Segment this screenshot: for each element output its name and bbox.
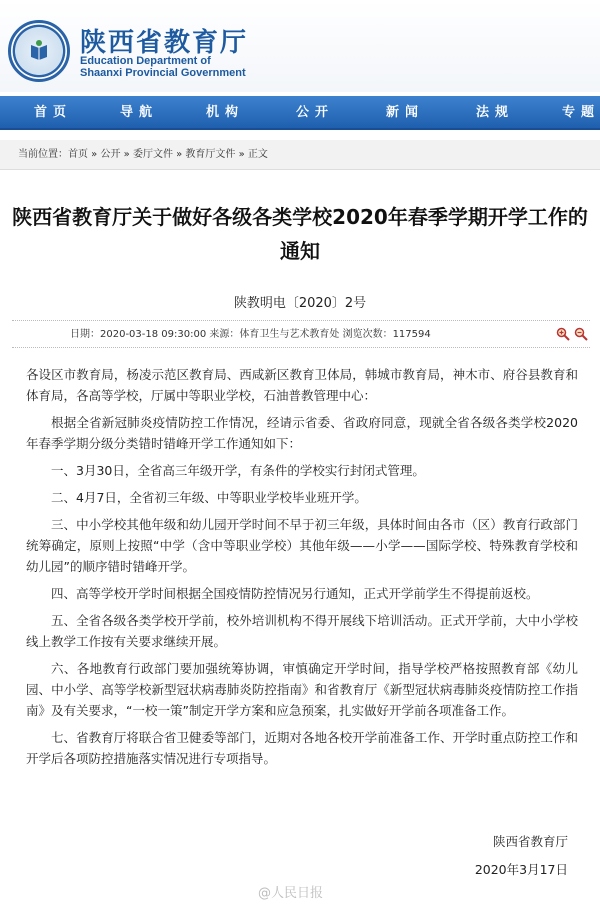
site-title-cn[interactable]: 陕西省教育厅	[80, 28, 249, 58]
body-paragraph: 五、全省各级各类学校开学前，校外培训机构不得开展线下培训活动。正式开学前，大中小学校线上教学工作按有关要求继续开展。	[26, 613, 578, 649]
nav-regulations[interactable]: 法规	[476, 105, 515, 120]
site-title-en-line1: Education Department of	[80, 55, 211, 67]
document-number: 陕教明电〔2020〕2号	[233, 296, 367, 311]
body-paragraph: 根据全省新冠肺炎疫情防控工作情况，经请示省委、省政府同意，现就全省各级各类学校2020年春季学期分级分类错时错峰开学工作通知如下：	[26, 415, 578, 451]
body-paragraph: 一、3月30日，全省高三年级开学，有条件的学校实行封闭式管理。	[51, 463, 425, 478]
nav-guide[interactable]: 导航	[120, 105, 159, 120]
site-logo[interactable]	[8, 20, 70, 82]
nav-home[interactable]: 首页	[34, 105, 73, 120]
nav-topics[interactable]: 专题	[562, 105, 600, 120]
zoom-out-icon[interactable]	[574, 327, 588, 341]
nav-news[interactable]: 新闻	[386, 105, 425, 120]
nav-public[interactable]: 公开	[296, 105, 335, 120]
body-paragraph: 四、高等学校开学时间根据全国疫情防控情况另行通知，正式开学前学生不得提前返校。	[51, 586, 539, 601]
body-paragraph: 二、4月7日，全省初三年级、中等职业学校毕业班开学。	[51, 490, 367, 505]
body-paragraph: 七、省教育厅将联合省卫健委等部门，近期对各地各校开学前准备工作、开学时重点防控工作和开学后各项防控措施落实情况进行专项指导。	[26, 730, 578, 766]
article-title: 陕西省教育厅关于做好各级各类学校2020年春季学期开学工作的通知	[12, 205, 588, 263]
site-header	[0, 0, 600, 92]
book-emblem-icon	[29, 39, 49, 61]
breadcrumb[interactable]: 当前位置：首页 » 公开 » 委厅文件 » 教育厅文件 » 正文	[0, 140, 600, 170]
article-meta-bar	[12, 320, 590, 348]
main-nav	[0, 96, 600, 130]
article-body	[26, 364, 578, 775]
article-meta: 日期：2020-03-18 09:30:00 来源：体育卫生与艺术教育处 浏览次数：117594	[70, 329, 431, 340]
signer: 陕西省教育厅	[492, 834, 568, 849]
zoom-in-icon[interactable]	[556, 327, 570, 341]
watermark: @人民日报	[258, 886, 324, 901]
nav-organization[interactable]: 机构	[206, 105, 245, 120]
body-paragraph: 三、中小学校其他年级和幼儿园开学时间不早于初三年级，具体时间由各市（区）教育行政部门统筹确定，原则上按照“中学（含中等职业学校）其他年级——小学——国际学校、特殊教育学校和幼儿园”的顺序错时错峰开学。	[26, 517, 578, 574]
signature-date: 2020年3月17日	[474, 862, 568, 877]
site-title-en-line2: Shaanxi Provincial Government	[80, 67, 246, 79]
addressee-paragraph: 各设区市教育局，杨凌示范区教育局、西咸新区教育卫体局，韩城市教育局，神木市、府谷县教育和体育局，各高等学校，厅属中等职业学校，石油普教管理中心：	[26, 367, 578, 403]
body-paragraph: 六、各地教育行政部门要加强统筹协调，审慎确定开学时间，指导学校严格按照教育部《幼儿园、中小学、高等学校新型冠状病毒肺炎防控指南》和省教育厅《新型冠状病毒肺炎疫情防控工作指南》及有关要求，“一校一策”制定开学方案和应急预案，扎实做好开学前各项准备工作。	[26, 661, 578, 718]
